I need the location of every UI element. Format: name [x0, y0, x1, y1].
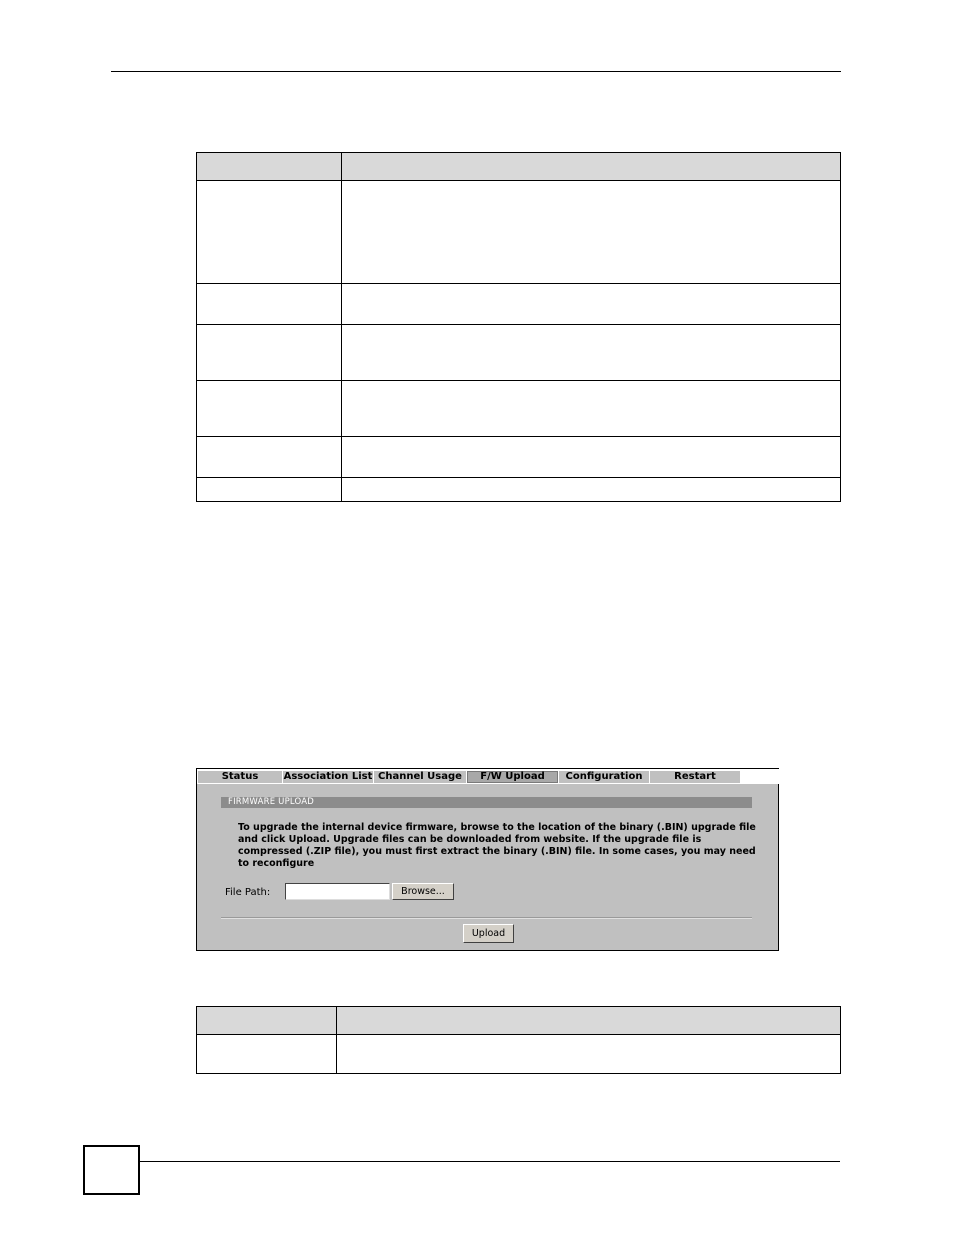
table-row — [197, 284, 841, 325]
table-row — [197, 181, 841, 284]
upload-button[interactable]: Upload — [463, 924, 514, 943]
tab-status[interactable]: Status — [198, 771, 282, 783]
table-row — [197, 437, 841, 478]
table-row — [197, 381, 841, 437]
tab-fw-upload[interactable]: F/W Upload — [467, 771, 558, 783]
table-row — [197, 478, 841, 502]
tab-configuration[interactable]: Configuration — [559, 771, 649, 783]
header-cell-label — [197, 153, 342, 181]
file-path-input[interactable] — [285, 883, 390, 900]
upload-instructions: To upgrade the internal device firmware, browse to the location of the binary (.BIN) upgrade file and click Upload. Upgrade files can be downloaded from website. If the upgrade file is compressed (.ZIP file), you must first extract the binary (.BIN) file. In some cases, you may need to reconfigure — [238, 822, 756, 869]
tab-restart[interactable]: Restart — [650, 771, 740, 783]
header-rule — [111, 71, 841, 72]
footer-rule — [140, 1161, 840, 1162]
top-description-table — [196, 152, 841, 502]
firmware-upload-screenshot — [196, 768, 779, 951]
header-cell-label — [197, 1007, 337, 1035]
section-title-bar: FIRMWARE UPLOAD — [221, 797, 752, 808]
table-row — [197, 1035, 841, 1074]
file-path-label: File Path: — [225, 887, 271, 898]
table-header-row — [197, 153, 841, 181]
table-header-row — [197, 1007, 841, 1035]
divider — [221, 917, 752, 919]
tab-channel-usage[interactable]: Channel Usage — [374, 771, 466, 783]
page-number-box — [83, 1145, 140, 1195]
tab-bar — [197, 769, 779, 784]
table-row — [197, 325, 841, 381]
header-cell-description — [337, 1007, 841, 1035]
tab-association-list[interactable]: Association List — [283, 771, 373, 782]
browse-button[interactable]: Browse... — [392, 883, 454, 900]
header-cell-description — [342, 153, 841, 181]
bottom-description-table — [196, 1006, 841, 1074]
